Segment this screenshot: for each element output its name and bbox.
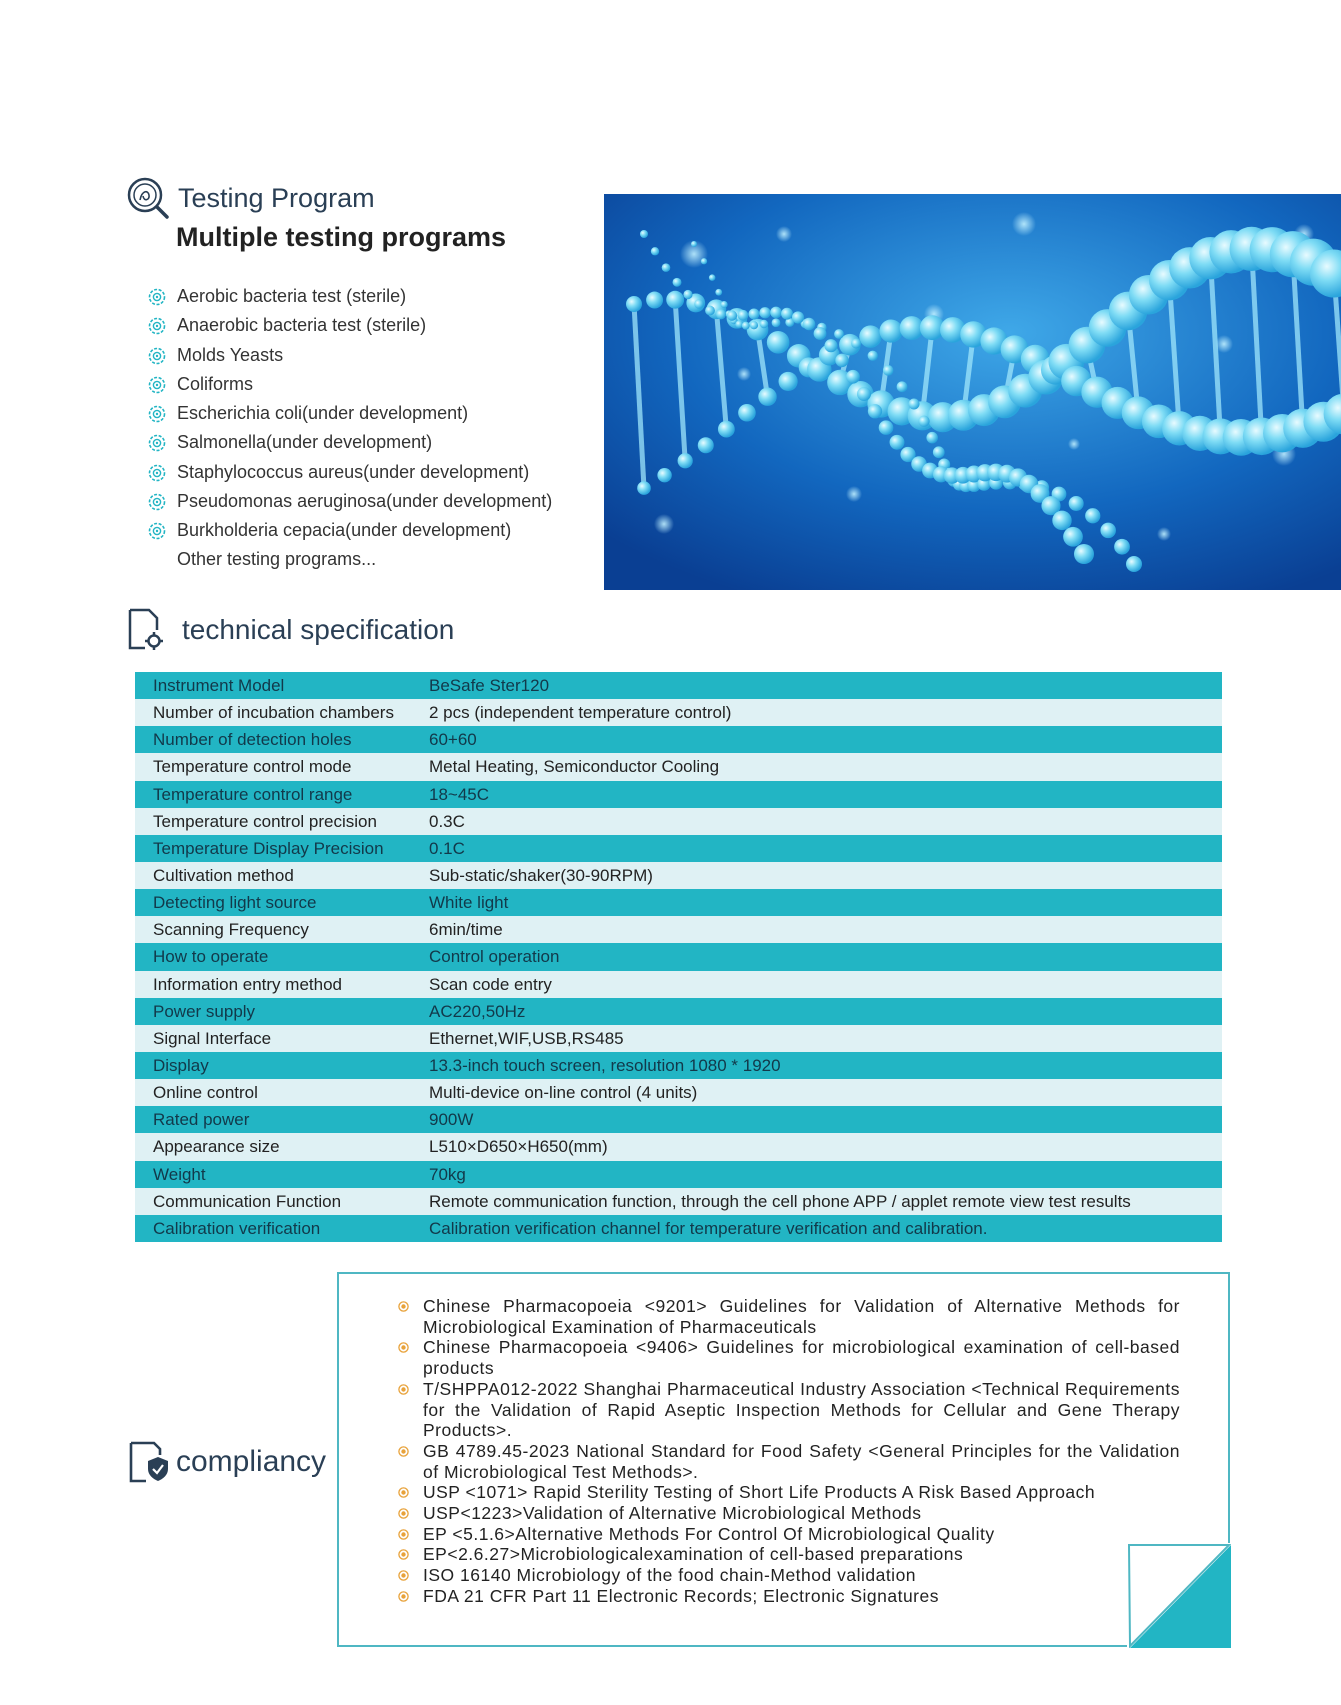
spec-row — [135, 726, 1222, 753]
microbe-bullet-icon — [148, 376, 166, 394]
compliancy-item — [398, 1544, 1180, 1565]
spec-key: Weight — [153, 1164, 206, 1184]
compliancy-item-text: USP<1223>Validation of Alternative Microbiological Methods — [423, 1503, 922, 1524]
spec-row — [135, 781, 1222, 808]
spec-row — [135, 998, 1222, 1025]
microbe-bullet-icon — [148, 317, 166, 335]
spec-key: How to operate — [153, 947, 269, 967]
compliancy-item-text: EP <5.1.6>Alternative Methods For Control Of Microbiological Quality — [423, 1523, 995, 1544]
testing-program-item-label: Molds Yeasts — [177, 344, 284, 365]
spec-value: 0.3C — [429, 811, 465, 831]
spec-value: Calibration verification channel for temperature verification and calibration. — [429, 1218, 988, 1238]
circle-bullet-icon — [398, 1301, 409, 1312]
compliancy-item — [398, 1586, 1180, 1607]
compliancy-list — [398, 1296, 1180, 1607]
compliancy-title: compliancy — [176, 1445, 327, 1478]
compliancy-item-text: FDA 21 CFR Part 11 Electronic Records; Electronic Signatures — [423, 1585, 939, 1606]
compliancy-item — [398, 1503, 1180, 1524]
compliancy-item-text: ISO 16140 Microbiology of the food chain-Method validation — [423, 1565, 917, 1586]
testing-program-item — [148, 487, 552, 516]
spec-key: Power supply — [153, 1001, 256, 1021]
spec-key: Number of incubation chambers — [153, 703, 394, 723]
spec-row — [135, 753, 1222, 780]
testing-program-title: Testing Program — [178, 183, 375, 213]
circle-bullet-icon — [398, 1487, 409, 1498]
testing-program-item — [148, 516, 552, 545]
spec-value: Ethernet,WIF,USB,RS485 — [429, 1028, 624, 1048]
spec-key: Display — [153, 1056, 209, 1076]
spec-value: Remote communication function, through the cell phone APP / applet remote view test results — [429, 1191, 1131, 1211]
compliancy-item-text: GB 4789.45-2023 National Standard for Food Safety <General Principles for the Validation of Microbiological Test Methods>. — [423, 1440, 1180, 1482]
testing-program-item-label: Burkholderia cepacia(under development) — [177, 520, 512, 541]
page-curl-decoration — [1127, 1543, 1231, 1648]
circle-bullet-icon — [398, 1342, 409, 1353]
compliancy-item — [398, 1524, 1180, 1545]
spec-value: 60+60 — [429, 730, 477, 750]
document-shield-icon — [128, 1441, 170, 1483]
spec-row — [135, 835, 1222, 862]
spec-key: Temperature control mode — [153, 757, 352, 777]
dna-helix-image — [604, 194, 1341, 590]
spec-value: 2 pcs (independent temperature control) — [429, 703, 732, 723]
spec-row — [135, 1161, 1222, 1188]
testing-program-list — [148, 282, 552, 546]
spec-key: Scanning Frequency — [153, 920, 309, 940]
document-gear-icon — [127, 608, 163, 650]
compliancy-item-text: EP<2.6.27>Microbiologicalexamination of cell-based preparations — [423, 1544, 964, 1565]
microbe-bullet-icon — [148, 434, 166, 452]
spec-value: 900W — [429, 1110, 474, 1130]
compliancy-item — [398, 1441, 1180, 1482]
circle-bullet-icon — [398, 1549, 409, 1560]
testing-program-item-label: Staphylococcus aureus(under development) — [177, 461, 530, 482]
testing-program-item — [148, 399, 552, 428]
spec-value: Sub-static/shaker(30-90RPM) — [429, 866, 653, 886]
spec-row — [135, 943, 1222, 970]
compliancy-item — [398, 1482, 1180, 1503]
spec-row — [135, 1188, 1222, 1215]
spec-value: Scan code entry — [429, 974, 552, 994]
spec-row — [135, 1215, 1222, 1242]
spec-value: Control operation — [429, 947, 560, 967]
spec-key: Signal Interface — [153, 1028, 272, 1048]
spec-value: White light — [429, 893, 509, 913]
spec-key: Detecting light source — [153, 893, 317, 913]
spec-key: Number of detection holes — [153, 730, 352, 750]
spec-row — [135, 1052, 1222, 1079]
spec-key: Instrument Model — [153, 676, 285, 696]
testing-program-item-label: Anaerobic bacteria test (sterile) — [177, 315, 427, 336]
testing-program-item — [148, 370, 552, 399]
spec-value: BeSafe Ster120 — [429, 676, 550, 696]
spec-row — [135, 862, 1222, 889]
compliancy-item — [398, 1296, 1180, 1337]
testing-program-item — [148, 458, 552, 487]
spec-key: Communication Function — [153, 1191, 342, 1211]
spec-key: Information entry method — [153, 974, 342, 994]
testing-program-item — [148, 341, 552, 370]
spec-value: 70kg — [429, 1164, 466, 1184]
spec-key: Temperature control range — [153, 784, 353, 804]
spec-value: 13.3-inch touch screen, resolution 1080 * 1920 — [429, 1056, 781, 1076]
spec-key: Online control — [153, 1083, 258, 1103]
spec-row — [135, 1106, 1222, 1133]
circle-bullet-icon — [398, 1591, 409, 1602]
spec-key: Appearance size — [153, 1137, 280, 1157]
spec-key: Rated power — [153, 1110, 250, 1130]
microbe-bullet-icon — [148, 347, 166, 365]
compliancy-item-text: Chinese Pharmacopoeia <9406> Guidelines for microbiological examination of cell-based products — [423, 1337, 1180, 1379]
spec-key: Calibration verification — [153, 1218, 321, 1238]
spec-row — [135, 1079, 1222, 1106]
compliancy-item-text: T/SHPPA012-2022 Shanghai Pharmaceutical Industry Association <Technical Requirements for the Validation of Rapid Aseptic Inspection Methods for Cellular and Gene Therapy Products>. — [423, 1378, 1180, 1441]
spec-key: Temperature Display Precision — [153, 838, 384, 858]
technical-specification-title: technical specification — [182, 614, 455, 645]
compliancy-item-text: Chinese Pharmacopoeia <9201> Guidelines for Validation of Alternative Methods for Microbiological Examination of Pharmaceuticals — [423, 1296, 1180, 1337]
microbe-bullet-icon — [148, 464, 166, 482]
spec-key: Temperature control precision — [153, 811, 377, 831]
compliancy-item — [398, 1337, 1180, 1378]
testing-program-item-label: Pseudomonas aeruginosa(under development) — [177, 491, 553, 512]
testing-program-item — [148, 428, 552, 457]
spec-value: L510×D650×H650(mm) — [429, 1137, 608, 1157]
spec-row — [135, 889, 1222, 916]
spec-row — [135, 1133, 1222, 1160]
spec-row — [135, 916, 1222, 943]
circle-bullet-icon — [398, 1384, 409, 1395]
spec-value: Metal Heating, Semiconductor Cooling — [429, 757, 720, 777]
testing-program-item-label: Coliforms — [177, 373, 254, 394]
spec-value: 18~45C — [429, 784, 490, 804]
spec-key: Cultivation method — [153, 866, 294, 886]
compliancy-item — [398, 1565, 1180, 1586]
compliancy-item — [398, 1379, 1180, 1441]
spec-row — [135, 808, 1222, 835]
microbe-bullet-icon — [148, 522, 166, 540]
compliancy-item-text: USP <1071> Rapid Sterility Testing of Short Life Products A Risk Based Approach — [423, 1482, 1096, 1503]
spec-value: Multi-device on-line control (4 units) — [429, 1083, 698, 1103]
circle-bullet-icon — [398, 1570, 409, 1581]
circle-bullet-icon — [398, 1508, 409, 1519]
microbe-bullet-icon — [148, 288, 166, 306]
circle-bullet-icon — [398, 1446, 409, 1457]
magnifier-microbe-icon — [126, 176, 170, 220]
spec-row — [135, 672, 1222, 699]
spec-value: 6min/time — [429, 920, 503, 940]
spec-row — [135, 971, 1222, 998]
circle-bullet-icon — [398, 1529, 409, 1540]
spec-table — [135, 672, 1222, 1242]
testing-program-item-label: Escherichia coli(under development) — [177, 403, 469, 424]
testing-program-item-label: Aerobic bacteria test (sterile) — [177, 286, 407, 306]
testing-program-item — [148, 282, 552, 311]
testing-program-item-label: Salmonella(under development) — [177, 432, 433, 453]
spec-row — [135, 699, 1222, 726]
other-programs-text: Other testing programs... — [177, 549, 377, 569]
microbe-bullet-icon — [148, 405, 166, 423]
spec-value: 0.1C — [429, 838, 465, 858]
microbe-bullet-icon — [148, 493, 166, 511]
testing-program-item — [148, 311, 552, 340]
spec-row — [135, 1025, 1222, 1052]
spec-value: AC220,50Hz — [429, 1001, 526, 1021]
testing-program-subtitle: Multiple testing programs — [176, 222, 507, 252]
